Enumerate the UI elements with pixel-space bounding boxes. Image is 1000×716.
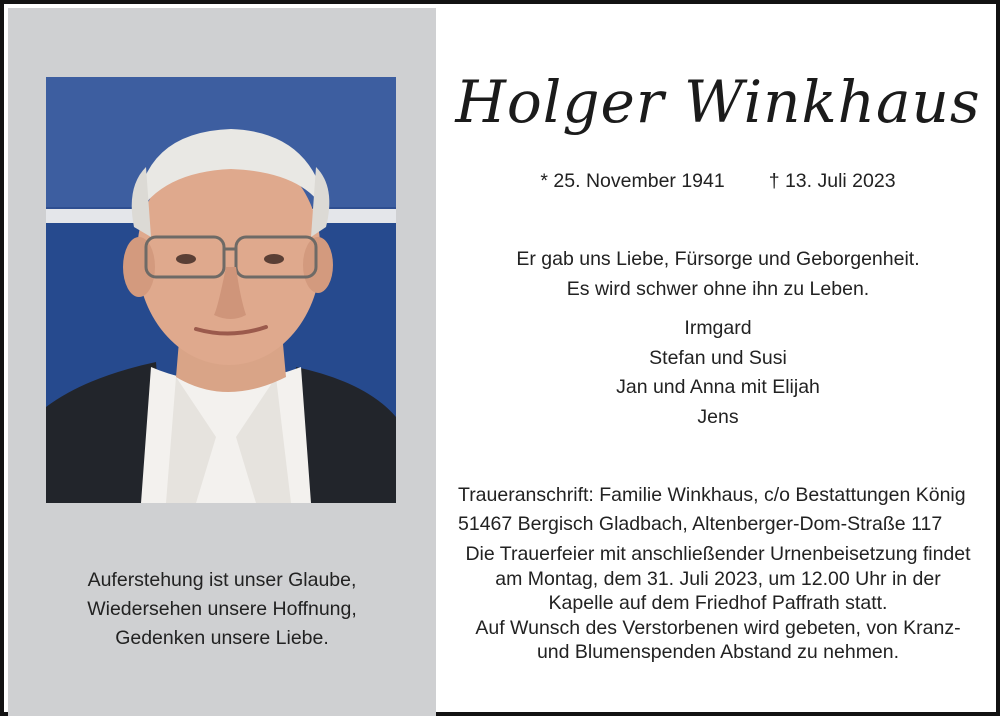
service-line: am Montag, dem 31. Juli 2023, um 12.00 Uhr in der (495, 567, 941, 590)
quote-line: Wiedersehen unsere Hoffnung, (87, 598, 357, 620)
service-line: Die Trauerfeier mit anschließender Urnenbeisetzung findet (465, 543, 971, 565)
address-line: 51467 Bergisch Gladbach, Altenberger-Dom-Straße 117 (458, 513, 943, 535)
quote-line: Auferstehung ist unser Glaube, (87, 569, 357, 591)
deceased-name: Holger Winkhaus (455, 68, 981, 136)
service-notice (436, 542, 1000, 665)
motto-text (436, 245, 1000, 304)
death-date: † 13. Juli 2023 (768, 170, 896, 192)
quote-text (8, 566, 436, 653)
service-line: und Blumenspenden Abstand zu nehmen. (536, 641, 900, 663)
service-line: Auf Wunsch des Verstorbenen wird gebeten, von Kranz- (475, 616, 961, 639)
family-line: Jan und Anna mit Elijah (616, 376, 820, 398)
portrait-photo (46, 77, 396, 503)
family-names (436, 314, 1000, 432)
motto-line: Es wird schwer ohne ihn zu Leben. (566, 277, 870, 300)
service-line: Kapelle auf dem Friedhof Paffrath statt. (548, 592, 888, 614)
family-line: Stefan und Susi (649, 346, 787, 369)
birth-date: * 25. November 1941 (540, 170, 725, 192)
quote-line: Gedenken unsere Liebe. (115, 627, 329, 649)
life-dates (436, 170, 1000, 193)
family-line: Jens (697, 405, 739, 428)
mourning-address (458, 481, 998, 539)
address-line: Traueranschrift: Familie Winkhaus, c/o Bestattungen König (458, 484, 966, 506)
left-panel (8, 8, 436, 716)
motto-line: Er gab uns Liebe, Fürsorge und Geborgenheit. (516, 248, 920, 270)
family-line: Irmgard (684, 317, 752, 339)
right-panel (436, 8, 1000, 716)
